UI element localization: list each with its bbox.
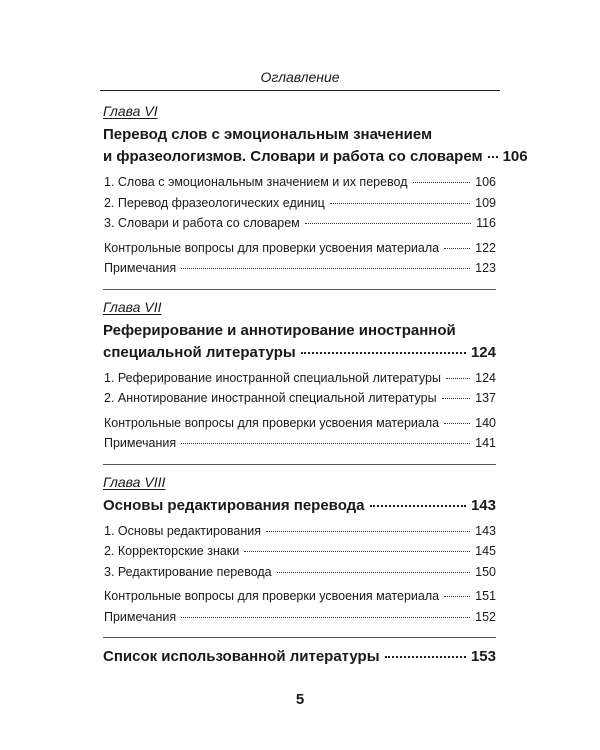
dot-leader bbox=[181, 268, 470, 269]
dot-leader bbox=[446, 378, 470, 379]
toc-entry[interactable] bbox=[104, 433, 496, 454]
chapter-title-line: Реферирование и аннотирование иностранной bbox=[103, 321, 456, 339]
section-title: 1. Реферирование иностранной специальной литературы bbox=[104, 370, 441, 385]
chapter-title-line: Перевод слов с эмоциональным значением bbox=[103, 126, 433, 143]
section-list bbox=[103, 521, 496, 628]
page-number: 143 bbox=[475, 523, 496, 538]
references-title: Список использованной литературы bbox=[103, 648, 380, 665]
chapter-title: и фразеологизмов. Словари и работа со словарем bbox=[103, 148, 483, 165]
section-title: 1. Слова с эмоциональным значением и их перевод bbox=[104, 175, 408, 189]
section-title: Примечания bbox=[104, 609, 177, 624]
header-rule bbox=[100, 90, 500, 91]
toc-entry[interactable] bbox=[104, 238, 496, 259]
chapter-6 bbox=[103, 102, 528, 279]
page-number: 123 bbox=[475, 261, 496, 275]
page-number: 124 bbox=[475, 370, 496, 385]
section-title: 3. Редактирование перевода bbox=[104, 564, 272, 579]
dot-leader bbox=[181, 617, 470, 618]
page-number: 106 bbox=[502, 148, 528, 165]
section-list bbox=[103, 172, 496, 279]
section-title: 3. Словари и работа со словарем bbox=[104, 216, 300, 230]
section-title: Примечания bbox=[104, 261, 177, 275]
page-number: 150 bbox=[475, 564, 496, 579]
page-number: 145 bbox=[475, 544, 496, 558]
section-title: 2. Корректорские знаки bbox=[104, 544, 240, 558]
toc-entry[interactable] bbox=[104, 607, 496, 628]
toc-entry[interactable] bbox=[104, 541, 496, 562]
chapter-label: Глава VI bbox=[103, 103, 158, 119]
section-list bbox=[103, 368, 496, 454]
dot-leader bbox=[244, 551, 470, 552]
chapter-7 bbox=[103, 298, 496, 454]
dot-leader bbox=[277, 572, 471, 573]
chapter-divider bbox=[103, 289, 496, 290]
chapter-title-entry[interactable] bbox=[103, 146, 528, 168]
chapter-divider bbox=[103, 464, 496, 465]
chapter-title: специальной литературы bbox=[103, 343, 296, 361]
toc-entry[interactable] bbox=[104, 388, 496, 409]
dot-leader bbox=[488, 156, 498, 158]
toc-entry[interactable] bbox=[104, 258, 496, 279]
toc-entry[interactable] bbox=[104, 413, 496, 434]
page-number: 116 bbox=[476, 216, 496, 230]
page-number: 124 bbox=[470, 343, 496, 361]
dot-leader bbox=[444, 596, 470, 597]
toc-entry[interactable] bbox=[104, 213, 496, 234]
toc-entry[interactable] bbox=[104, 521, 496, 542]
page-number: 152 bbox=[475, 609, 496, 624]
dot-leader bbox=[442, 398, 471, 399]
section-title: 1. Основы редактирования bbox=[104, 523, 262, 538]
dot-leader bbox=[266, 531, 470, 532]
page-number: 153 bbox=[470, 648, 496, 665]
page-number: 109 bbox=[475, 195, 496, 210]
toc-entry[interactable] bbox=[104, 368, 496, 389]
page-number: 106 bbox=[475, 175, 496, 189]
section-title: 2. Аннотирование иностранной специальной литературы bbox=[104, 391, 437, 405]
chapter-divider bbox=[103, 637, 496, 638]
dot-leader bbox=[385, 656, 466, 658]
dot-leader bbox=[370, 505, 466, 507]
table-of-contents bbox=[103, 102, 528, 672]
chapter-label: Глава VII bbox=[103, 298, 162, 315]
chapter-8 bbox=[103, 473, 496, 628]
dot-leader bbox=[330, 203, 470, 204]
running-header: Оглавление bbox=[260, 69, 340, 85]
toc-entry[interactable] bbox=[104, 562, 496, 583]
section-title: Контрольные вопросы для проверки усвоения материала bbox=[104, 589, 440, 603]
toc-entry[interactable] bbox=[104, 172, 496, 193]
page-number: 151 bbox=[475, 589, 496, 603]
section-title: 2. Перевод фразеологических единиц bbox=[104, 195, 325, 210]
references-entry[interactable] bbox=[103, 646, 496, 668]
page-folio: 5 bbox=[295, 691, 305, 708]
chapter-title: Основы редактирования перевода bbox=[103, 496, 365, 514]
page-number: 140 bbox=[475, 415, 496, 430]
dot-leader bbox=[301, 352, 466, 354]
section-title: Контрольные вопросы для проверки усвоения материала bbox=[104, 415, 440, 430]
chapter-label: Глава VIII bbox=[103, 473, 166, 490]
dot-leader bbox=[413, 182, 471, 183]
chapter-title-entry[interactable] bbox=[103, 342, 496, 364]
section-title: Контрольные вопросы для проверки усвоения материала bbox=[104, 240, 440, 255]
page-number: 143 bbox=[470, 496, 496, 514]
dot-leader bbox=[444, 423, 470, 424]
dot-leader bbox=[305, 223, 471, 224]
dot-leader bbox=[181, 443, 470, 444]
section-title: Примечания bbox=[104, 436, 177, 450]
page-number: 137 bbox=[475, 391, 496, 405]
dot-leader bbox=[444, 248, 470, 249]
chapter-title-entry[interactable] bbox=[103, 495, 496, 517]
toc-entry[interactable] bbox=[104, 586, 496, 607]
page-number: 141 bbox=[475, 436, 496, 450]
page-number: 122 bbox=[475, 240, 496, 255]
toc-entry[interactable] bbox=[104, 193, 496, 214]
